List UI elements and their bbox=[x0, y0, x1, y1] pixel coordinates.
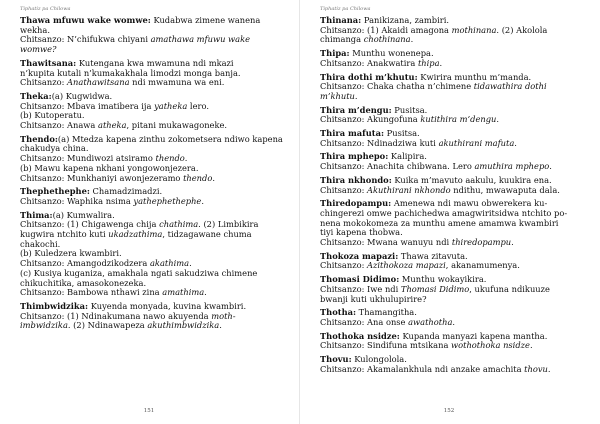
text-segment: Chitsanzo: Anachita chibwana. Lero bbox=[320, 161, 475, 172]
text-segment: (a) Kugwidwa. bbox=[51, 90, 113, 101]
headword: Thiredopampu: bbox=[320, 198, 392, 209]
dictionary-entry bbox=[320, 252, 590, 271]
text-segment: ndi mwamuna wa eni. bbox=[129, 77, 225, 88]
text-segment: Panikizana, zambiri. bbox=[361, 15, 450, 25]
dictionary-entry bbox=[320, 176, 590, 195]
dictionary-entry bbox=[20, 92, 292, 131]
text-segment: Chitsanzo: (1) Akaidi amagona bbox=[320, 24, 452, 35]
text-segment: Chitsanzo: N’chifukwa chiyani bbox=[20, 34, 151, 45]
headword: Thira m’dengu: bbox=[320, 104, 392, 115]
headword: Thira mphepo: bbox=[320, 151, 389, 162]
entry-line bbox=[320, 59, 590, 69]
text-segment: nena mokokomeza za munthu amene amamwa kwambiri bbox=[320, 217, 559, 228]
entry-line bbox=[20, 197, 292, 207]
text-segment: Chitsanzo: Anakwatira bbox=[320, 57, 418, 68]
text-segment: chimanga bbox=[320, 34, 364, 45]
example-word: amuthira mphepo bbox=[474, 161, 550, 172]
dictionary-entry bbox=[320, 129, 590, 148]
headword: Thimbwidzika: bbox=[20, 300, 89, 311]
page-number: 152 bbox=[443, 408, 455, 414]
running-head: Tiphatiz pa Chilowa bbox=[320, 6, 371, 12]
headword: Thovu: bbox=[320, 354, 352, 365]
example-word: ukadzathima bbox=[108, 229, 163, 240]
text-segment: chingerezi omwe pachichedwa amagwiritsidwa ntchito po- bbox=[320, 207, 568, 218]
dictionary-entry bbox=[20, 135, 292, 184]
headword: Theka: bbox=[20, 90, 52, 101]
text-segment: Thamangitha. bbox=[356, 307, 417, 318]
text-segment: n’kupita kutali n’kumakakhala limodzi monga banja. bbox=[20, 67, 241, 78]
text-segment: tiyi kapena thobwa. bbox=[320, 227, 403, 238]
text-segment: . (2) Ndinawapeza bbox=[67, 320, 148, 331]
right-page bbox=[300, 0, 598, 424]
text-segment: . bbox=[511, 237, 514, 248]
example-word: chathima bbox=[159, 219, 199, 230]
left-page bbox=[0, 0, 298, 424]
dictionary-entry bbox=[320, 49, 590, 68]
dictionary-entry bbox=[20, 211, 292, 298]
example-word: amathima bbox=[162, 287, 205, 298]
text-segment: (c) Kusiya kuganiza, amakhala ngati sakudziwa chimene bbox=[20, 267, 258, 278]
text-segment: . (2) Limbikira bbox=[198, 219, 259, 230]
text-segment: Chitsanzo: Munkhaniyi awonjezeramo bbox=[20, 172, 184, 183]
headword: Thawitsana: bbox=[20, 57, 77, 68]
example-word: m’khutu bbox=[320, 90, 355, 101]
entry-line bbox=[320, 186, 590, 196]
text-segment: Kulongolola. bbox=[351, 354, 407, 365]
entry-line bbox=[320, 115, 590, 125]
headword: Thira dothi m’khutu: bbox=[320, 71, 418, 82]
example-word: moth- bbox=[211, 310, 236, 321]
text-segment: Kuyenda monyada, kuvina kwambiri. bbox=[88, 300, 247, 311]
text-segment: Pusitsa. bbox=[391, 104, 428, 115]
text-segment: lero. bbox=[187, 100, 209, 111]
entry-line bbox=[320, 261, 590, 271]
text-segment: kugwira ntchito kuti bbox=[20, 229, 109, 240]
headword: Thinana: bbox=[320, 15, 362, 25]
text-segment: Chitsanzo: Mwana wanuyu ndi bbox=[320, 237, 452, 248]
text-segment: Chitsanzo: Chaka chatha n’chimene bbox=[320, 81, 474, 92]
text-segment: Chitsanzo: Iwe ndi bbox=[320, 283, 401, 294]
text-segment: . bbox=[219, 320, 222, 331]
example-word: imbwidzika bbox=[20, 320, 68, 331]
text-segment: Chitsanzo: (1) Chigawenga chija bbox=[20, 219, 160, 230]
example-word: Anathawitsana bbox=[67, 77, 130, 88]
example-word: akuthirani mafuta bbox=[438, 137, 515, 148]
dictionary-entry bbox=[320, 332, 590, 351]
headword: Thomasi Didimo: bbox=[320, 274, 400, 285]
dictionary-entry bbox=[320, 275, 590, 304]
example-word: atheka bbox=[98, 120, 127, 131]
text-segment: . bbox=[529, 340, 533, 351]
text-segment: (a) Mtedza kapena zinthu zokometsera ndiwo kapena bbox=[57, 133, 283, 144]
text-segment: Kupanda manyazi kapena mantha. bbox=[399, 330, 548, 341]
entry-line bbox=[320, 162, 590, 172]
entry-line bbox=[20, 230, 292, 240]
example-word: yatheka bbox=[154, 100, 188, 111]
example-word: thiredopampu bbox=[451, 237, 512, 248]
text-segment: . bbox=[189, 258, 192, 269]
dictionary-entry bbox=[320, 73, 590, 102]
text-segment: Munthu wokayikira. bbox=[399, 274, 487, 285]
text-segment: . bbox=[514, 137, 517, 148]
entry-line bbox=[320, 341, 590, 351]
text-segment: Chitsanzo: Waphika nsima bbox=[20, 195, 134, 206]
entry-line bbox=[320, 35, 590, 45]
headword: Thira nkhondo: bbox=[320, 174, 392, 185]
headword: Thotha: bbox=[320, 307, 357, 318]
entry-line bbox=[20, 321, 292, 331]
text-segment: . bbox=[212, 172, 215, 183]
headword: Thira mafuta: bbox=[320, 128, 385, 139]
text-segment: Kuika m’mavuto aakulu, kuukira ena. bbox=[391, 174, 552, 185]
dictionary-entry bbox=[320, 199, 590, 248]
text-segment: Chitsanzo: (1) Ndinakumana nawo akuyenda bbox=[20, 310, 212, 321]
example-word: thendo bbox=[155, 153, 185, 164]
text-segment: . (2) Akolola bbox=[496, 24, 548, 35]
entry-list bbox=[320, 16, 590, 375]
text-segment: Amenewa ndi mawu obwerekera ku- bbox=[391, 198, 548, 209]
entry-line bbox=[320, 318, 590, 328]
example-word: yathephethephe bbox=[133, 195, 202, 206]
example-word: awathotha bbox=[408, 316, 453, 327]
text-segment: , akanamumenya. bbox=[445, 260, 520, 271]
headword: Thothoka nsidze: bbox=[320, 330, 400, 341]
text-segment: . bbox=[549, 161, 552, 172]
text-segment: . bbox=[354, 90, 358, 101]
example-word: kutithira m’dengu bbox=[420, 114, 497, 125]
example-word: akuthimbwidzika bbox=[147, 320, 220, 331]
text-segment: bwanji kuti ukhulupirire? bbox=[320, 293, 427, 304]
text-segment: Chitsanzo: Amangodzikodzera bbox=[20, 258, 150, 269]
entry-list bbox=[20, 16, 292, 331]
text-segment: . bbox=[439, 57, 443, 68]
example-word: thipa bbox=[417, 57, 440, 68]
headword: Thima: bbox=[20, 209, 53, 220]
text-segment: Chamadzimadzi. bbox=[89, 186, 163, 197]
entry-line bbox=[320, 238, 590, 248]
example-word: thendo bbox=[183, 172, 213, 183]
text-segment: (b) Kutoperatu. bbox=[20, 110, 85, 121]
entry-line bbox=[20, 45, 292, 55]
text-segment: Chitsanzo: Sindifuna mtsikana bbox=[320, 340, 452, 351]
dictionary-entry bbox=[320, 106, 590, 125]
example-word: womwe? bbox=[20, 44, 57, 55]
entry-line bbox=[320, 295, 590, 305]
text-segment: chakochi. bbox=[20, 238, 61, 249]
text-segment: Munthu wonenepa. bbox=[349, 48, 434, 59]
running-head: Tiphatiz pa Chilowa bbox=[20, 6, 71, 12]
entry-line bbox=[20, 121, 292, 131]
headword: Thendo: bbox=[20, 133, 58, 144]
text-segment: Chitsanzo: bbox=[320, 184, 368, 195]
example-word: mothinana bbox=[451, 24, 497, 35]
headword: Thawa mfuwu wake womwe: bbox=[20, 15, 151, 25]
entry-line bbox=[320, 92, 590, 102]
example-word: thovu bbox=[524, 363, 548, 374]
text-segment: Pusitsa. bbox=[384, 128, 420, 139]
text-segment: Chitsanzo: Akamalankhula ndi anzake amachita bbox=[320, 363, 525, 374]
entry-line bbox=[320, 139, 590, 149]
text-segment: (b) Kuledzera kwambiri. bbox=[20, 248, 122, 259]
text-segment: . bbox=[547, 363, 551, 374]
text-segment: . bbox=[410, 34, 414, 45]
text-segment: Thawa zitavuta. bbox=[398, 250, 468, 261]
text-segment: . bbox=[204, 287, 207, 298]
text-segment: . bbox=[201, 195, 204, 206]
entry-line bbox=[320, 365, 590, 375]
text-segment: Chitsanzo: bbox=[320, 260, 368, 271]
dictionary-entry bbox=[20, 302, 292, 331]
text-segment: wekha. bbox=[20, 24, 50, 35]
example-word: Thomasi Didimo bbox=[400, 283, 470, 294]
entry-line bbox=[20, 78, 292, 88]
example-word: wothothoka nsidze bbox=[451, 340, 530, 351]
text-segment: Kalipira. bbox=[388, 151, 427, 162]
headword: Thipa: bbox=[320, 48, 350, 59]
text-segment: Chitsanzo: Ana onse bbox=[320, 316, 409, 327]
text-segment: , ukufuna ndikuuze bbox=[469, 283, 550, 294]
text-segment: ndithu, mwawaputa dala. bbox=[450, 184, 560, 195]
text-segment: Chitsanzo: bbox=[20, 77, 68, 88]
text-segment: (b) Mawu kapena nkhani yongowonjezera. bbox=[20, 162, 199, 173]
text-segment: Chitsanzo: Ndinadziwa kuti bbox=[320, 137, 439, 148]
entry-line bbox=[20, 16, 292, 26]
text-segment: Kudabwa zimene wanena bbox=[150, 15, 261, 25]
dictionary-entry bbox=[320, 16, 590, 45]
entry-line bbox=[20, 174, 292, 184]
text-segment: Kutengana kwa mwamuna ndi mkazi bbox=[76, 57, 234, 68]
example-word: amathawa mfuwu wake bbox=[150, 34, 251, 45]
example-word: Azithokoza mapazi bbox=[367, 260, 446, 271]
text-segment: Chitsanzo: Bambowa nthawi zina bbox=[20, 287, 163, 298]
text-segment: (a) Kumwalira. bbox=[52, 209, 115, 220]
dictionary-entry bbox=[20, 16, 292, 55]
text-segment: Chitsanzo: Anawa bbox=[20, 120, 98, 131]
example-word: Akuthirani nkhondo bbox=[367, 184, 451, 195]
text-segment: , tidzagawane chuma bbox=[162, 229, 252, 240]
example-word: akathima bbox=[149, 258, 190, 269]
example-word: tidawathira dothi bbox=[473, 81, 547, 92]
entry-line bbox=[20, 288, 292, 298]
text-segment: Kwirira munthu m’manda. bbox=[417, 71, 532, 82]
text-segment: , pitani mukawagoneke. bbox=[126, 120, 228, 131]
text-segment: Chitsanzo: Mundiwozi atsiramo bbox=[20, 153, 156, 164]
text-segment: Chitsanzo: Akungofuna bbox=[320, 114, 421, 125]
dictionary-entry bbox=[20, 187, 292, 206]
text-segment: . bbox=[184, 153, 188, 164]
dictionary-entry bbox=[320, 355, 590, 374]
text-segment: Chitsanzo: Mbava imatibera ija bbox=[20, 100, 155, 111]
text-segment: . bbox=[452, 316, 456, 327]
text-segment: chakudya china. bbox=[20, 143, 89, 154]
example-word: chothinana bbox=[363, 34, 411, 45]
headword: Thokoza mapazi: bbox=[320, 250, 399, 261]
text-segment: chikuchitika, amasokonezeka. bbox=[20, 277, 147, 288]
dictionary-entry bbox=[20, 59, 292, 88]
headword: Thephethephe: bbox=[20, 186, 90, 197]
page-number: 151 bbox=[143, 408, 155, 414]
text-segment: . bbox=[496, 114, 499, 125]
entry-line bbox=[20, 35, 292, 45]
dictionary-entry bbox=[320, 308, 590, 327]
entry-line bbox=[320, 82, 590, 92]
dictionary-entry bbox=[320, 152, 590, 171]
